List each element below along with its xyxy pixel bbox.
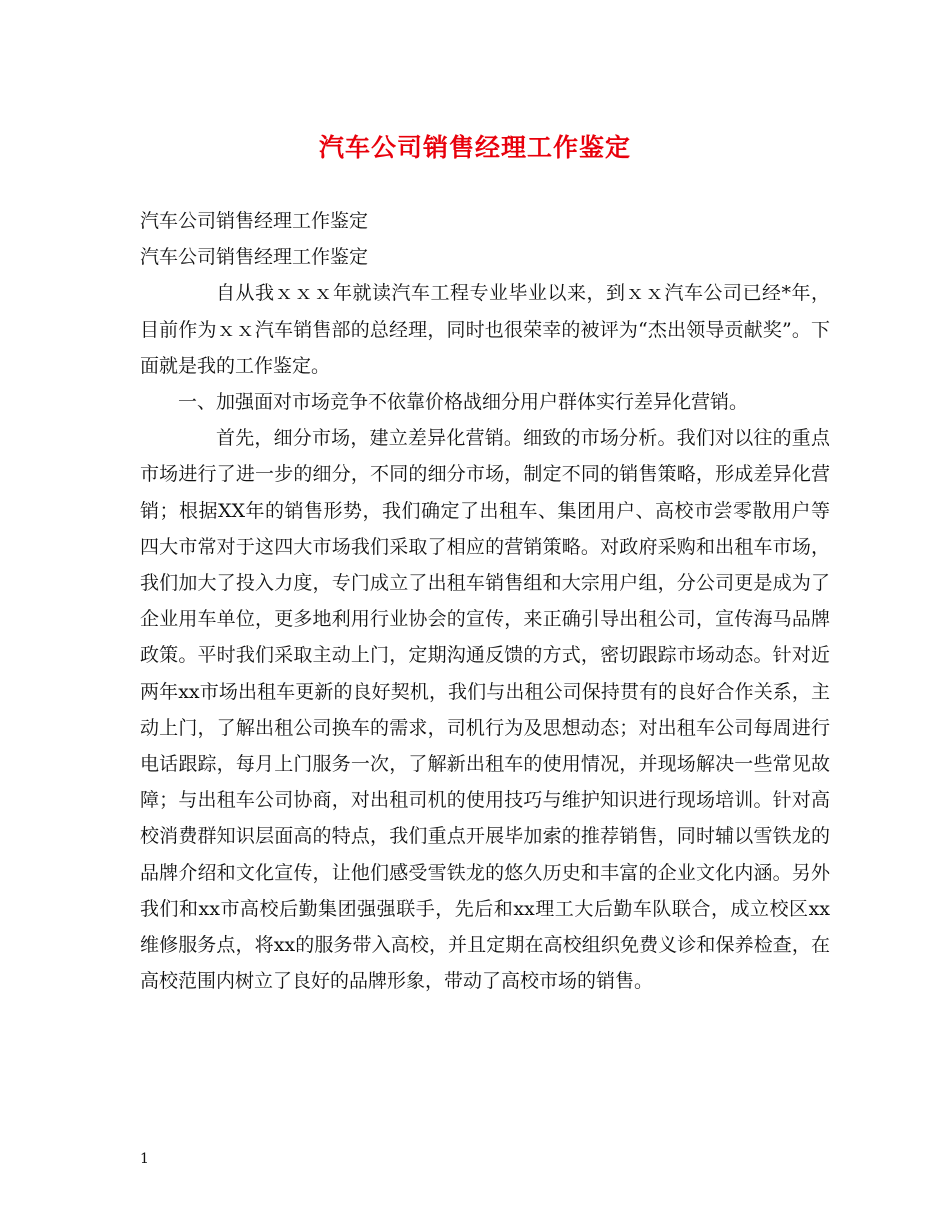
section-heading: 一、加强面对市场竞争不依靠价格战细分用户群体实行差异化营销。 xyxy=(178,391,749,414)
paragraph-main: 首先，细分市场，建立差异化营销。细致的市场分析。我们对以往的重点市场进行了进一步的细分，不同的细分市场，制定不同的销售策略，形成差异化营销；根据XX年的销售形势，我们确定了出租车、集团用户、高校市尝零散用户等四大市常对于这四大市场我们采取了相应的营销策略。对政府采购和出租车市场，我们加大了投入力度，专门成立了出租车销售组和大宗用户组，分公司更是成为了企业用车单位，更多地利用行业协会的宣传，来正确引导出租公司，宣传海马品牌政策。平时我们采取主动上门，定期沟通反馈的方式，密切跟踪市场动态。针对近两年xx市场出租车更新的良好契机，我们与出租公司保持贯有的良好合作关系，主动上门，了解出租公司换车的需求，司机行为及思想动态；对出租车公司每周进行电话跟踪，每月上门服务一次，了解新出租车的使用情况，并现场解决一些常见故障；与出租车公司协商，对出租司机的使用技巧与维护知识进行现场培训。针对高校消费群知识层面高的特点，我们重点开展毕加索的推荐销售，同时辅以雪铁龙的品牌介绍和文化宣传，让他们感受雪铁龙的悠久历史和丰富的企业文化内涵。另外我们和xx市高校后勤集团强强联手，先后和xx理工大后勤车队联合，成立校区xx维修服务点，将xx的服务带入高校，并且定期在高校组织免费义诊和保养检查，在高校范围内树立了良好的品牌形象，带动了高校市场的销售。 xyxy=(140,427,830,993)
document-body xyxy=(140,203,830,999)
subheading-line: 汽车公司销售经理工作鉴定 xyxy=(140,246,369,269)
heading-line: 汽车公司销售经理工作鉴定 xyxy=(140,210,369,232)
paragraph-intro: 自从我ｘｘｘ年就读汽车工程专业毕业以来，到ｘｘ汽车公司已经*年，目前作为ｘｘ汽车销售部的总经理，同时也很荣幸的被评为“杰出领导贡献奖”。下面就是我的工作鉴定。 xyxy=(140,282,830,377)
document-title: 汽车公司销售经理工作鉴定 xyxy=(318,133,631,162)
page-number: 1 xyxy=(140,1151,149,1167)
